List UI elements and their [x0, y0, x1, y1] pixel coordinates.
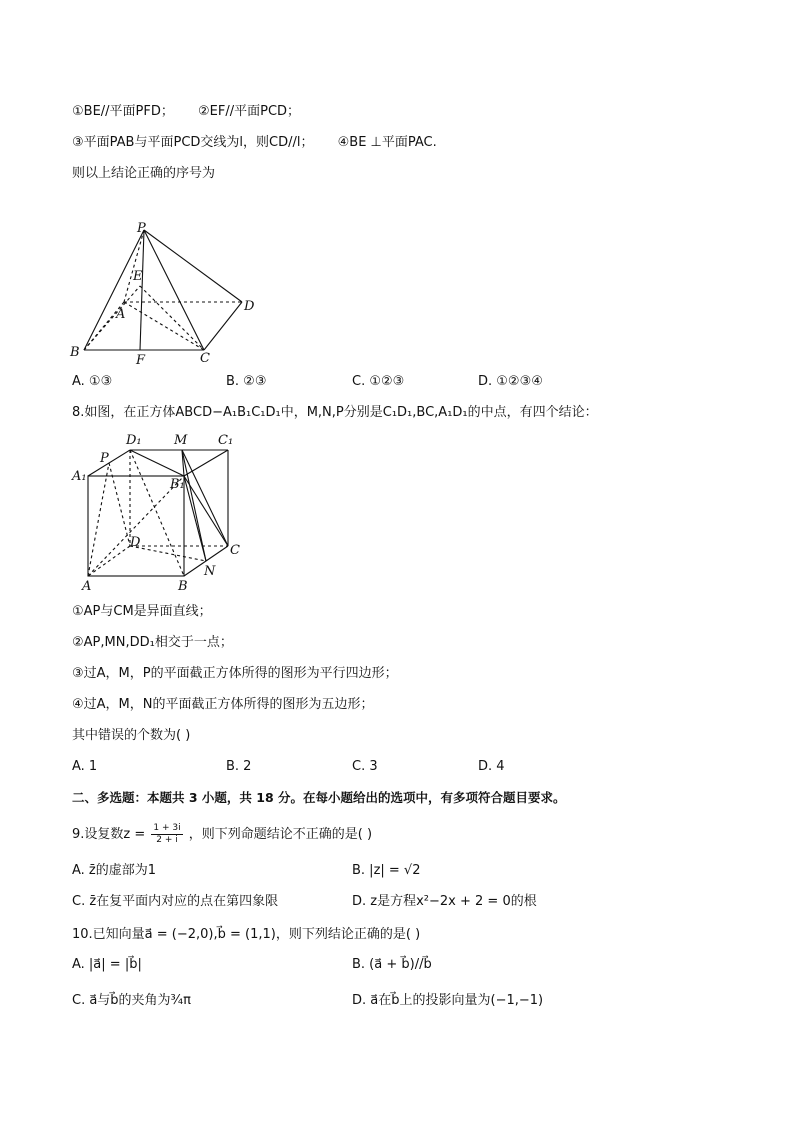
q8-title: 8.如图，在正方体ABCD−A₁B₁C₁D₁中，M,N,P分别是C₁D₁,BC,A₁D₁的中点，有四个结论：	[72, 405, 598, 420]
q10-option-b: B. (a⃗ + b⃗)//b⃗	[352, 957, 432, 972]
label-N: N	[204, 564, 216, 579]
q9-prefix: 9.设复数z =	[72, 827, 150, 842]
q10-option-d: D. a⃗在b⃗上的投影向量为(−1,−1)	[352, 993, 544, 1008]
label-B: B	[70, 345, 80, 360]
q7-statements-row2	[72, 133, 437, 153]
q8-prompt: 其中错误的个数为( )	[72, 728, 191, 743]
label-D: D	[130, 535, 141, 550]
q9-suffix: ，则下列命题结论不正确的是( )	[188, 827, 373, 842]
pyramid-figure	[66, 218, 266, 370]
q9-numerator: 1 + 3i	[153, 823, 181, 833]
q7-statement-1: ①BE//平面PFD；	[72, 104, 174, 119]
label-A: A	[82, 579, 92, 592]
q7-statements-row1	[72, 102, 300, 122]
label-P: P	[100, 451, 109, 466]
q8-item-1: ①AP与CM是异面直线；	[72, 604, 212, 619]
q9-option-a: A. z̄的虚部为1	[72, 863, 157, 878]
q8-option-a: A. 1	[72, 759, 98, 774]
q7-option-b: B. ②③	[226, 374, 267, 389]
label-F: F	[136, 353, 146, 368]
q8-option-c: C. 3	[352, 759, 378, 774]
section-heading: 二、多选题：本题共 3 小题，共 18 分。在每小题给出的选项中，有多项符合题目要求。	[72, 790, 566, 805]
q7-prompt: 则以上结论正确的序号为	[72, 166, 216, 181]
q9-fraction	[151, 823, 182, 846]
q8-option-d: D. 4	[478, 759, 505, 774]
q9-option-b: B. |z| = √2	[352, 863, 421, 878]
q7-statement-4: ④BE ⊥平面PAC.	[337, 135, 437, 150]
label-C1: C₁	[218, 433, 234, 448]
q8-item-3: ③过A，M，P的平面截正方体所得的图形为平行四边形；	[72, 666, 398, 681]
q7-option-a: A. ①③	[72, 374, 113, 389]
label-A1: A₁	[72, 469, 87, 484]
label-C: C	[230, 543, 240, 558]
cube-figure	[70, 432, 250, 592]
q9-option-c: C. z̄在复平面内对应的点在第四象限	[72, 894, 279, 909]
q8-option-b: B. 2	[226, 759, 252, 774]
label-A: A	[116, 307, 126, 322]
q9-title	[72, 823, 372, 846]
label-C: C	[200, 351, 210, 366]
q7-option-d: D. ①②③④	[478, 374, 543, 389]
q10-option-a: A. |a⃗| = |b⃗|	[72, 957, 142, 972]
q9-denominator: 2 + i	[156, 835, 178, 845]
label-M: M	[174, 433, 188, 448]
label-B: B	[178, 579, 188, 592]
label-P: P	[137, 221, 146, 236]
q7-statement-2: ②EF//平面PCD；	[198, 104, 301, 119]
q10-title: 10.已知向量a⃗ = (−2,0),b⃗ = (1,1)，则下列结论正确的是( )	[72, 927, 421, 942]
label-B1: B₁	[170, 477, 185, 492]
q8-item-4: ④过A，M，N的平面截正方体所得的图形为五边形；	[72, 697, 374, 712]
q7-statement-3: ③平面PAB与平面PCD交线为l，则CD//l；	[72, 135, 314, 150]
label-D1: D₁	[126, 433, 142, 448]
label-D: D	[244, 299, 255, 314]
q9-option-d: D. z是方程x²−2x + 2 = 0的根	[352, 894, 537, 909]
q10-option-c: C. a⃗与b⃗的夹角为¾π	[72, 993, 191, 1008]
q8-item-2: ②AP,MN,DD₁相交于一点；	[72, 635, 233, 650]
label-E: E	[133, 269, 143, 284]
q7-option-c: C. ①②③	[352, 374, 405, 389]
